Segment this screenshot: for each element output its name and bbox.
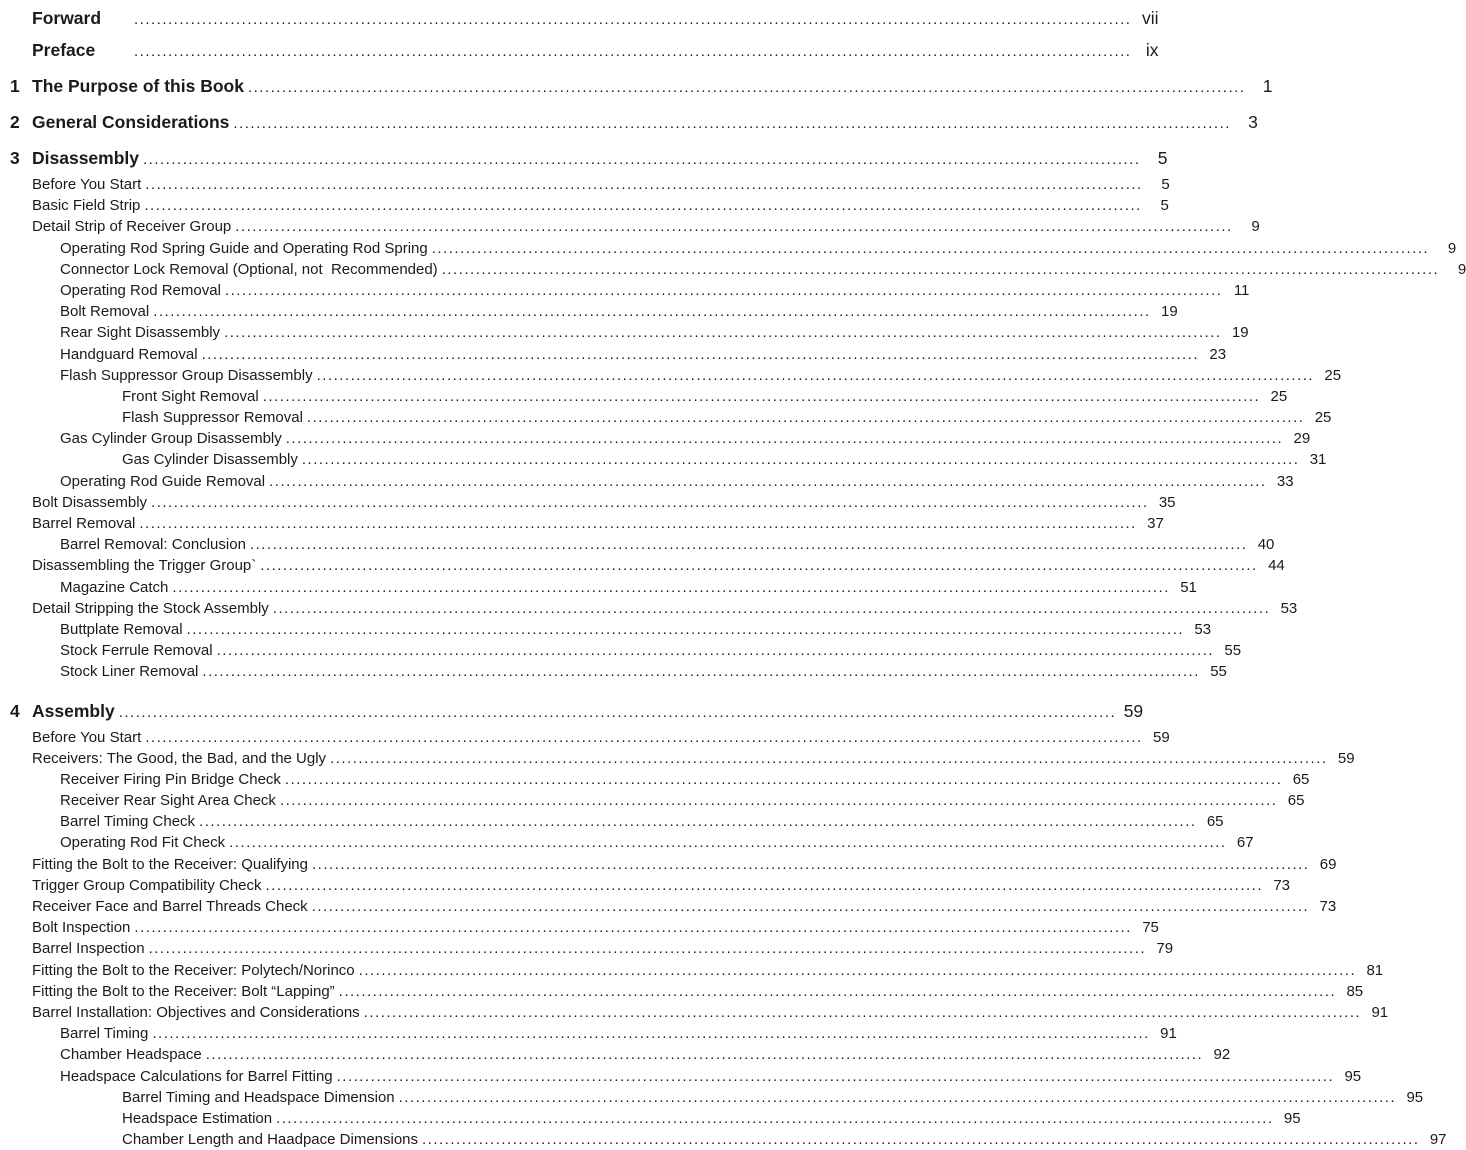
page-number: 91 <box>1160 1025 1177 1043</box>
entry-title: Stock Liner Removal <box>60 663 199 681</box>
dot-leader <box>143 144 1140 176</box>
entry-title: Fitting the Bolt to the Receiver: Polytech/Norinco <box>32 961 355 979</box>
entry-title: Bolt Inspection <box>32 919 131 937</box>
entry-title: Operating Rod Guide Removal <box>60 472 266 490</box>
entry-title: Flash Suppressor Removal <box>122 409 303 427</box>
page-number: 75 <box>1142 919 1159 937</box>
entry-title: Buttplate Removal <box>60 620 183 638</box>
page-number: 40 <box>1257 536 1275 554</box>
toc-entry <box>10 960 1384 981</box>
dot-leader <box>269 471 1266 492</box>
page-number: 65 <box>1287 792 1305 810</box>
entry-title: Operating Rod Fit Check <box>60 834 226 852</box>
entry-title: Magazine Catch <box>60 578 169 596</box>
dot-leader <box>280 790 1277 811</box>
dot-leader <box>285 769 1282 790</box>
entry-title: Receiver Face and Barrel Threads Check <box>32 898 308 915</box>
page-number: 19 <box>1231 324 1249 342</box>
dot-leader <box>187 619 1184 640</box>
toc-entry <box>10 259 1466 280</box>
entry-title: Front Sight Removal <box>122 387 259 405</box>
dot-leader <box>286 428 1283 449</box>
chapter-number: 2 <box>10 112 20 132</box>
page-number: ix <box>1145 40 1159 60</box>
dot-leader <box>144 195 1141 216</box>
page-number: 67 <box>1236 834 1254 852</box>
entry-title: Barrel Timing and Headspace Dimension <box>122 1088 395 1106</box>
page-number: 65 <box>1206 813 1224 831</box>
dot-leader <box>330 748 1327 769</box>
entry-title: Disassembling the Trigger Group` <box>32 557 257 575</box>
dot-leader <box>312 896 1309 917</box>
toc-entry <box>10 1087 1424 1108</box>
dot-leader <box>422 1129 1419 1150</box>
dot-leader <box>139 513 1136 534</box>
dot-leader <box>399 1087 1396 1108</box>
dot-leader <box>153 301 1150 322</box>
toc-entry <box>10 365 1342 386</box>
entry-title: The Purpose of this Book <box>32 76 244 96</box>
entry-title: Gas Cylinder Disassembly <box>122 451 298 469</box>
dot-leader <box>273 598 1270 619</box>
toc-entry <box>10 106 1258 138</box>
dot-leader <box>217 640 1214 661</box>
dot-leader <box>149 938 1146 959</box>
entry-title: Chamber Headspace <box>60 1046 202 1064</box>
page-number: 59 <box>1153 728 1170 746</box>
toc-entry <box>10 695 1144 727</box>
dot-leader <box>199 811 1196 832</box>
toc-entry <box>10 34 1159 66</box>
page-number: 11 <box>1233 281 1250 299</box>
toc-entry <box>10 1002 1389 1023</box>
toc-entry <box>10 1066 1362 1087</box>
page-number: 91 <box>1371 1003 1389 1021</box>
entry-title: Detail Stripping the Stock Assembly <box>32 599 269 617</box>
entry-title: Basic Field Strip <box>32 197 141 215</box>
entry-title: Bolt Removal <box>60 303 150 321</box>
dot-leader <box>172 577 1169 598</box>
entry-title: Disassembly <box>32 148 140 168</box>
toc-entry <box>10 577 1197 598</box>
entry-title: Detail Strip of Receiver Group <box>32 218 232 236</box>
page-number: 19 <box>1161 303 1178 321</box>
page-number: 59 <box>1337 749 1355 767</box>
page-number: 23 <box>1209 345 1227 363</box>
dot-leader <box>260 555 1257 576</box>
entry-title: Flash Suppressor Group Disassembly <box>60 366 313 384</box>
toc-list <box>10 2 1466 1150</box>
page-number: 5 <box>1160 197 1169 215</box>
dot-leader <box>119 697 1116 729</box>
page-number: 65 <box>1292 770 1310 788</box>
page-number: 33 <box>1276 472 1294 490</box>
page-number: 69 <box>1319 855 1337 873</box>
page-number: 92 <box>1213 1046 1231 1064</box>
entry-title: Gas Cylinder Group Disassembly <box>60 430 282 448</box>
toc-entry <box>10 449 1327 470</box>
page-number: 31 <box>1309 451 1327 469</box>
page-number: 95 <box>1344 1067 1362 1085</box>
dot-leader <box>307 407 1304 428</box>
entry-title: Operating Rod Spring Guide and Operating Rod Spring <box>60 239 428 257</box>
dot-leader <box>145 174 1142 195</box>
dot-leader <box>206 1044 1203 1065</box>
page-number: 73 <box>1273 876 1291 894</box>
entry-title: Operating Rod Removal <box>60 281 221 299</box>
page-number: 59 <box>1123 700 1144 721</box>
toc-entry <box>10 917 1159 938</box>
page-number: 5 <box>1157 148 1168 168</box>
dot-leader <box>151 492 1148 513</box>
entry-title: Assembly <box>32 700 115 721</box>
dot-leader <box>276 1108 1273 1129</box>
chapter-number: 3 <box>10 148 20 168</box>
dot-leader <box>202 344 1199 365</box>
toc-entry <box>10 854 1337 875</box>
page-number: 55 <box>1210 663 1227 681</box>
toc-entry <box>10 174 1170 195</box>
dot-leader <box>152 1023 1149 1044</box>
dot-leader <box>302 449 1299 470</box>
page-number: 25 <box>1314 409 1332 427</box>
toc-entry <box>10 534 1275 555</box>
page-number: 95 <box>1406 1088 1424 1106</box>
toc-entry <box>10 598 1298 619</box>
page-number: 1 <box>1262 76 1273 96</box>
toc-entry <box>10 70 1273 102</box>
entry-title: Barrel Removal <box>32 515 136 532</box>
toc-entry <box>10 301 1178 322</box>
toc-entry <box>10 428 1311 449</box>
toc-entry <box>10 344 1227 365</box>
toc-entry <box>10 790 1305 811</box>
toc-entry <box>10 640 1242 661</box>
page-number: 81 <box>1366 961 1384 979</box>
entry-title: Rear Sight Disassembly <box>60 324 221 342</box>
page-number: 73 <box>1319 898 1337 915</box>
entry-title: Headspace Calculations for Barrel Fitting <box>60 1067 333 1085</box>
entry-title: Before You Start <box>32 176 142 193</box>
dot-leader <box>263 386 1260 407</box>
entry-title: Fitting the Bolt to the Receiver: Qualifying <box>32 855 308 873</box>
page-number: 25 <box>1270 387 1288 405</box>
dot-leader <box>225 280 1222 301</box>
entry-title: Trigger Group Compatibility Check <box>32 876 262 894</box>
toc-entry <box>10 322 1249 343</box>
entry-title: Stock Ferrule Removal <box>60 642 213 660</box>
chapter-number: 1 <box>10 76 20 96</box>
toc-entry <box>10 748 1355 769</box>
entry-title: Forward <box>32 8 102 28</box>
toc-entry <box>10 386 1288 407</box>
dot-leader <box>229 832 1226 853</box>
entry-title: Barrel Timing <box>60 1025 149 1043</box>
dot-leader <box>134 917 1131 938</box>
entry-title: Bolt Disassembly <box>32 493 148 511</box>
entry-title: Receiver Firing Pin Bridge Check <box>60 770 281 788</box>
toc-entry <box>10 769 1310 790</box>
dot-leader <box>432 238 1429 259</box>
toc-entry <box>10 2 1159 34</box>
page-number: 3 <box>1248 112 1258 132</box>
page-number: 79 <box>1156 940 1174 958</box>
entry-title: General Considerations <box>32 112 230 132</box>
dot-leader <box>145 727 1142 748</box>
page-number: 51 <box>1180 578 1197 596</box>
toc-entry <box>10 1023 1177 1044</box>
dot-leader <box>233 108 1230 140</box>
entry-title: Barrel Removal: Conclusion <box>60 536 246 554</box>
toc-entry <box>10 407 1332 428</box>
page-number: 53 <box>1280 599 1298 617</box>
entry-title: Before You Start <box>32 728 142 746</box>
dot-leader <box>339 981 1336 1002</box>
toc-entry <box>10 938 1174 959</box>
toc-entry <box>10 280 1250 301</box>
toc-entry <box>10 832 1254 853</box>
toc-entry <box>10 216 1260 237</box>
toc-entry <box>10 1108 1301 1129</box>
dot-leader <box>359 960 1356 981</box>
page-number: 5 <box>1161 176 1170 193</box>
toc-entry <box>10 471 1294 492</box>
entry-title: Preface <box>32 40 96 60</box>
entry-title: Fitting the Bolt to the Receiver: Bolt “Lapping” <box>32 982 335 1000</box>
dot-leader <box>235 216 1232 237</box>
entry-title: Headspace Estimation <box>122 1109 273 1127</box>
page-number: vii <box>1141 8 1159 28</box>
entry-title: Barrel Installation: Objectives and Considerations <box>32 1003 360 1021</box>
toc-entry <box>10 555 1285 576</box>
dot-leader <box>134 4 1131 36</box>
dot-leader <box>134 36 1131 68</box>
entry-title: Receivers: The Good, the Bad, and the Ugly <box>32 749 327 767</box>
entry-title: Barrel Timing Check <box>60 813 196 831</box>
toc-entry <box>10 513 1164 534</box>
toc-entry <box>10 811 1224 832</box>
dot-leader <box>442 259 1439 280</box>
chapter-number: 4 <box>10 700 20 721</box>
entry-title: Barrel Inspection <box>32 940 145 958</box>
page-number: 85 <box>1346 982 1364 1000</box>
entry-title: Connector Lock Removal (Optional, not Recommended) <box>60 260 438 278</box>
dot-leader <box>364 1002 1361 1023</box>
page-number: 9 <box>1447 239 1457 257</box>
page-number: 9 <box>1457 260 1466 278</box>
toc-entry <box>10 896 1337 917</box>
page-number: 29 <box>1293 430 1311 448</box>
dot-leader <box>266 875 1263 896</box>
page-number: 97 <box>1429 1131 1447 1149</box>
entry-title: Chamber Length and Haadpace Dimensions <box>122 1131 419 1149</box>
toc-entry <box>10 195 1169 216</box>
toc-entry <box>10 492 1176 513</box>
entry-title: Handguard Removal <box>60 345 198 363</box>
toc-entry <box>10 661 1227 682</box>
toc-entry <box>10 1044 1231 1065</box>
entry-title: Receiver Rear Sight Area Check <box>60 792 276 810</box>
dot-leader <box>224 322 1221 343</box>
page-number: 44 <box>1268 557 1285 575</box>
dot-leader <box>202 661 1199 682</box>
page-number: 9 <box>1251 218 1260 236</box>
toc-entry <box>10 981 1364 1002</box>
dot-leader <box>317 365 1314 386</box>
page-number: 55 <box>1224 642 1242 660</box>
page-number: 25 <box>1324 366 1342 384</box>
toc-entry <box>10 727 1170 748</box>
toc-entry <box>10 619 1212 640</box>
toc-entry <box>10 238 1457 259</box>
dot-leader <box>337 1066 1334 1087</box>
page-number: 37 <box>1147 515 1164 532</box>
dot-leader <box>250 534 1247 555</box>
dot-leader <box>248 72 1245 104</box>
page-number: 53 <box>1194 620 1212 638</box>
page-number: 95 <box>1283 1109 1301 1127</box>
dot-leader <box>312 854 1309 875</box>
toc-entry <box>10 1129 1447 1150</box>
page-number: 35 <box>1158 493 1176 511</box>
toc-entry <box>10 875 1291 896</box>
toc-entry <box>10 142 1168 174</box>
